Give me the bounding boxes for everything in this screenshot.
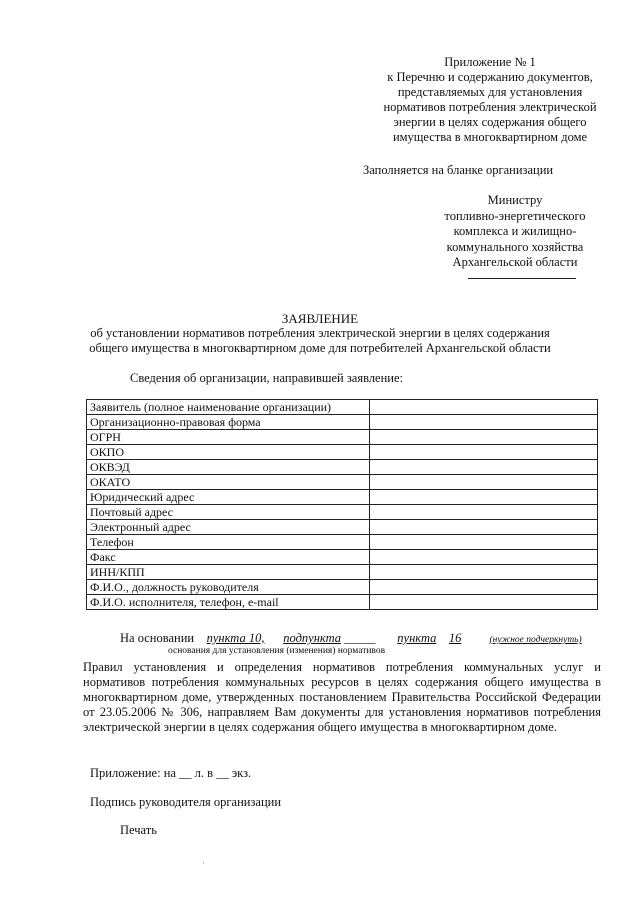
row-label: Заявитель (полное наименование организации)	[87, 400, 370, 415]
row-label: Ф.И.О. исполнителя, телефон, e-mail	[87, 595, 370, 610]
appendix-header	[360, 55, 620, 145]
row-value-field[interactable]	[370, 460, 598, 475]
row-label: ОКПО	[87, 445, 370, 460]
document-title: ЗАЯВЛЕНИЕ	[281, 311, 359, 326]
row-value-field[interactable]	[370, 415, 598, 430]
signature-line: Подпись руководителя организации	[90, 795, 282, 809]
row-value-field[interactable]	[370, 430, 598, 445]
row-label: Ф.И.О., должность руководителя	[87, 580, 370, 595]
appendix-line: нормативов потребления электрической	[383, 100, 597, 114]
row-label: ОГРН	[87, 430, 370, 445]
row-label: ОКВЭД	[87, 460, 370, 475]
basis-line	[120, 631, 582, 646]
recipient-line: комплекса и жилищно-	[453, 224, 577, 238]
table-row	[87, 520, 598, 535]
table-row	[87, 565, 598, 580]
recipient-line: Архангельской области	[452, 255, 578, 269]
table-row	[87, 505, 598, 520]
basis-blank[interactable]: _____	[344, 631, 376, 645]
row-value-field[interactable]	[370, 580, 598, 595]
row-value-field[interactable]	[370, 535, 598, 550]
stamp-line: Печать	[120, 823, 157, 837]
recipient-line: Министру	[487, 193, 543, 207]
scan-speck	[203, 862, 204, 864]
fill-note: Заполняется на бланке организации	[363, 163, 554, 177]
recipient-line: коммунального хозяйства	[446, 239, 584, 254]
row-value-field[interactable]	[370, 520, 598, 535]
org-info-table	[86, 399, 598, 610]
row-label: Организационно-правовая форма	[87, 415, 370, 430]
row-value-field[interactable]	[370, 565, 598, 580]
row-label: ОКАТО	[87, 475, 370, 490]
appendix-line: имущества в многоквартирном доме	[392, 130, 588, 144]
recipient-line: топливно-энергетического	[444, 208, 586, 223]
table-row	[87, 550, 598, 565]
row-value-field[interactable]	[370, 475, 598, 490]
subtitle-line: об установлении нормативов потребления электрической энергии в целях содержания	[90, 326, 550, 340]
row-label: Почтовый адрес	[87, 505, 370, 520]
table-row	[87, 580, 598, 595]
appendix-line: представляемых для установления	[397, 85, 583, 99]
table-row	[87, 445, 598, 460]
table-row	[87, 430, 598, 445]
row-label: Электронный адрес	[87, 520, 370, 535]
basis-subpoint[interactable]: подпункта	[283, 631, 342, 645]
table-row	[87, 415, 598, 430]
appendix-line: энергии в целях содержания общего	[393, 115, 587, 129]
row-value-field[interactable]	[370, 490, 598, 505]
row-label: Юридический адрес	[87, 490, 370, 505]
appendix-line: к Перечню и содержанию документов,	[387, 70, 593, 84]
basis-hint: (нужное подчеркнуть)	[489, 635, 582, 645]
row-value-field[interactable]	[370, 595, 598, 610]
attachment-line: Приложение: на __ л. в __ экз.	[90, 766, 252, 780]
document-subtitle	[70, 326, 570, 356]
table-row	[87, 490, 598, 505]
org-info-heading: Сведения об организации, направившей заявление:	[130, 371, 404, 385]
body-paragraph: Правил установления и определения нормативов потребления коммунальных услуг и нормативов потребления коммунальных ресурсов в целях содержания общего имущества в многоквартирном доме, утвержденных постановлением Правительства Российской Федерации от 23.05.2006 № 306, направляем Вам документы для установления нормативов потребления электрической энергии в целях содержания общего имущества в многоквартирном доме.	[83, 660, 601, 734]
table-row	[87, 400, 598, 415]
basis-note: основания для установления (изменения) нормативов	[168, 646, 386, 656]
table-row	[87, 535, 598, 550]
row-value-field[interactable]	[370, 445, 598, 460]
subtitle-line: общего имущества в многоквартирном доме для потребителей Архангельской области	[89, 341, 551, 355]
recipient-block	[430, 193, 600, 271]
basis-prefix: На основании	[120, 631, 195, 645]
table-row	[87, 595, 598, 610]
table-row	[87, 475, 598, 490]
basis-point2[interactable]: пункта	[397, 631, 437, 645]
recipient-underline	[468, 278, 576, 279]
table-row	[87, 460, 598, 475]
row-value-field[interactable]	[370, 505, 598, 520]
basis-point[interactable]: пункта 10,	[206, 631, 265, 645]
row-label: ИНН/КПП	[87, 565, 370, 580]
row-label: Факс	[87, 550, 370, 565]
row-label: Телефон	[87, 535, 370, 550]
row-value-field[interactable]	[370, 400, 598, 415]
basis-point2-number[interactable]: 16	[448, 631, 462, 645]
appendix-line: Приложение № 1	[444, 55, 536, 69]
row-value-field[interactable]	[370, 550, 598, 565]
